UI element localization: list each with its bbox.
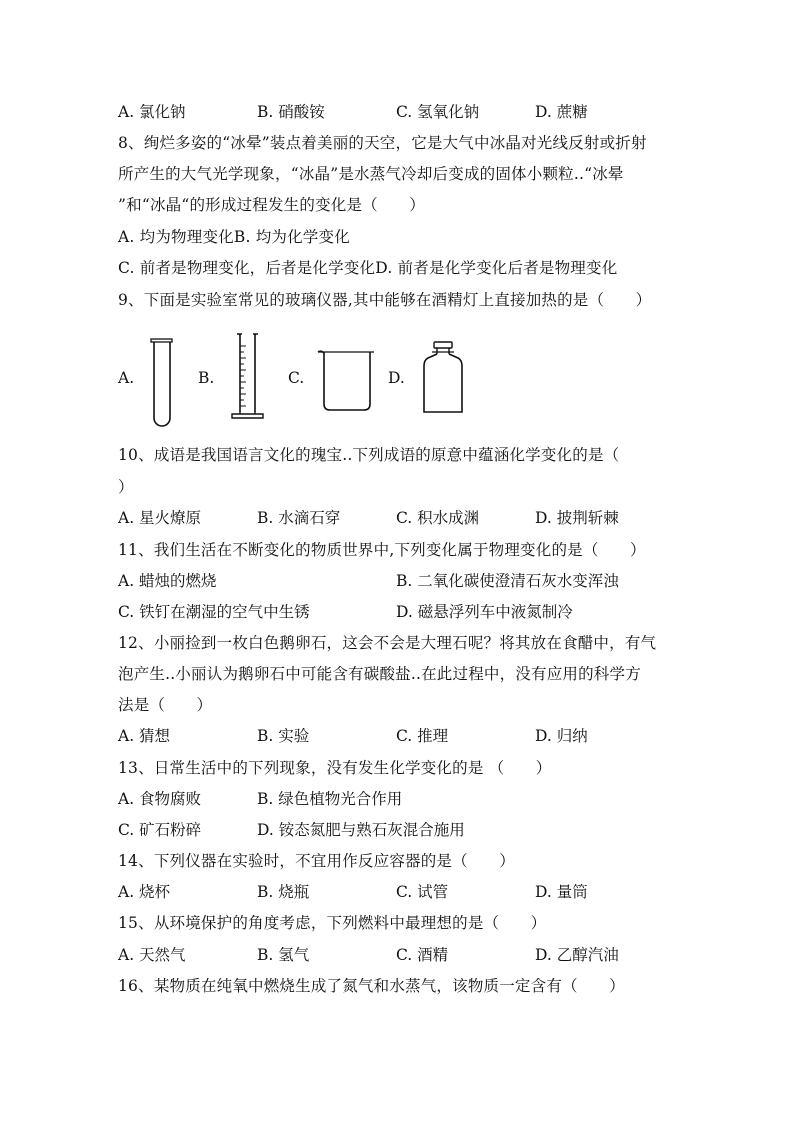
q12-option-b: B. 实验: [257, 727, 310, 745]
q9-stem: 9、下面是实验室常见的玻璃仪器,其中能够在酒精灯上直接加热的是（ ）: [118, 291, 652, 309]
q11-option-c: C. 铁钉在潮湿的空气中生锈: [118, 603, 310, 621]
q7-option-d: D. 蔗糖: [535, 103, 588, 121]
q15-option-d: D. 乙醇汽油: [535, 946, 619, 964]
q15-option-c: C. 酒精: [396, 946, 449, 964]
q12-stem-line-1: 12、小丽捡到一枚白色鹅卵石，这会不会是大理石呢？将其放在食醋中，有气: [118, 634, 657, 652]
q8-stem-line-3: ”和“冰晶“的形成过程发生的变化是（ ）: [118, 196, 425, 214]
q11-option-d: D. 磁悬浮列车中液氮制冷: [396, 603, 573, 621]
q12-option-d: D. 归纳: [535, 727, 588, 745]
q16-stem: 16、某物质在纯氧中燃烧生成了氮气和水蒸气，该物质一定含有（ ）: [118, 977, 625, 995]
q13-option-a: A. 食物腐败: [118, 790, 202, 808]
q10-stem-line-1: 10、成语是我国语言文化的瑰宝..下列成语的原意中蕴涵化学变化的是（: [118, 446, 620, 464]
q11-option-b: B. 二氧化碳使澄清石灰水变浑浊: [396, 572, 619, 590]
q11-option-a: A. 蜡烛的燃烧: [118, 572, 217, 590]
q12-option-c: C. 推理: [396, 727, 449, 745]
q13-option-c: C. 矿石粉碎: [118, 821, 202, 839]
q8-stem-line-2: 所产生的大气光学现象，“冰晶”是水蒸气冷却后变成的固体小颗粒..“冰晕: [118, 165, 624, 183]
q10-option-a: A. 星火燎原: [118, 509, 202, 527]
q15-stem: 15、从环境保护的角度考虑，下列燃料中最理想的是（ ）: [118, 914, 547, 932]
test-tube-icon: [150, 338, 174, 430]
graduated-cylinder-icon: [228, 332, 268, 424]
q15-option-a: A. 天然气: [118, 946, 186, 964]
q13-option-d: D. 铵态氮肥与熟石灰混合施用: [257, 821, 465, 839]
q14-stem: 14、下列仪器在实验时，不宜用作反应容器的是（ ）: [118, 852, 515, 870]
q9-label-d: D.: [388, 369, 405, 387]
q11-stem: 11、我们生活在不断变化的物质世界中,下列变化属于物理变化的是（ ）: [118, 541, 646, 559]
q8-options-cd: C. 前者是物理变化，后者是化学变化D. 前者是化学变化后者是物理变化: [118, 259, 618, 277]
q10-stem-line-2: ）: [118, 478, 134, 496]
q10-option-b: B. 水滴石穿: [257, 509, 341, 527]
q14-option-c: C. 试管: [396, 883, 449, 901]
q12-stem-line-3: 法是（ ）: [118, 696, 213, 714]
q9-label-b: B.: [198, 369, 215, 387]
q13-stem: 13、日常生活中的下列现象，没有发生化学变化的是 （ ）: [118, 759, 552, 777]
q14-option-b: B. 烧瓶: [257, 883, 310, 901]
q12-option-a: A. 猜想: [118, 727, 171, 745]
q8-stem-line-1: 8、绚烂多姿的“冰晕”装点着美丽的天空，它是大气中冰晶对光线反射或折射: [118, 134, 647, 152]
q12-stem-line-2: 泡产生..小丽认为鹅卵石中可能含有碳酸盐..在此过程中，没有应用的科学方: [118, 665, 641, 683]
beaker-icon: [316, 348, 378, 414]
q14-option-a: A. 烧杯: [118, 883, 171, 901]
q7-option-a: A. 氯化钠: [118, 103, 186, 121]
q7-option-b: B. 硝酸铵: [257, 103, 325, 121]
reagent-bottle-icon: [418, 340, 468, 416]
q7-option-c: C. 氢氧化钠: [396, 103, 480, 121]
q15-option-b: B. 氢气: [257, 946, 310, 964]
q9-label-c: C.: [288, 369, 305, 387]
q14-option-d: D. 量筒: [535, 883, 588, 901]
q8-options-ab: A. 均为物理变化B. 均为化学变化: [118, 228, 350, 246]
q13-option-b: B. 绿色植物光合作用: [257, 790, 403, 808]
q9-label-a: A.: [118, 369, 135, 387]
q10-option-d: D. 披荆斩棘: [535, 509, 619, 527]
q10-option-c: C. 积水成渊: [396, 509, 480, 527]
